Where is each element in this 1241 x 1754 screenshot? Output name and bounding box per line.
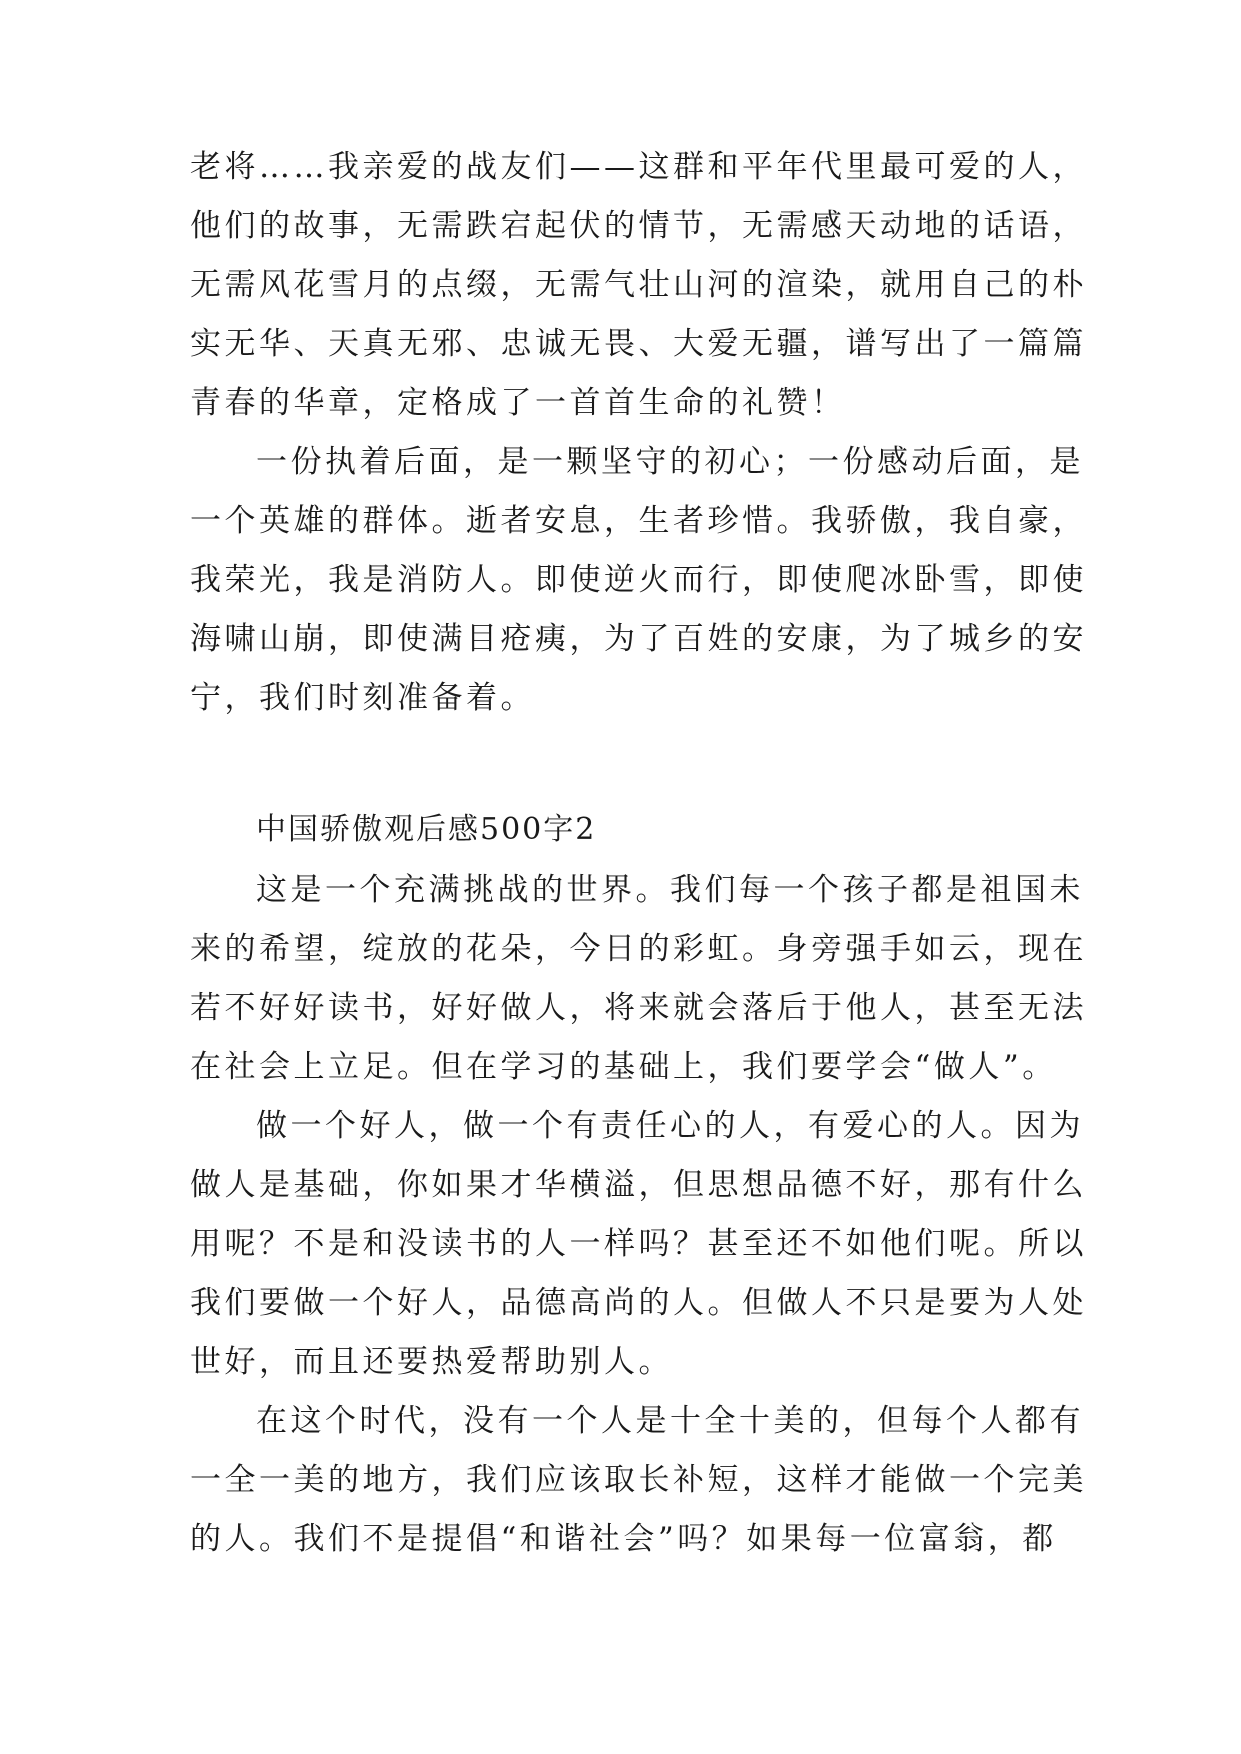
text-line: 用呢？不是和没读书的人一样吗？甚至还不如他们呢。所以 bbox=[190, 1226, 1087, 1262]
section-heading-block bbox=[190, 800, 1070, 859]
text-line: 一份执着后面，是一颗坚守的初心；一份感动后面，是 bbox=[256, 444, 1084, 480]
paragraph-1 bbox=[190, 138, 1087, 433]
text-line: 在社会上立足。但在学习的基础上，我们要学会“做人”。 bbox=[190, 1049, 1057, 1085]
text-line: 来的希望，绽放的花朵，今日的彩虹。身旁强手如云，现在 bbox=[190, 931, 1087, 967]
text-line: 做一个好人，做一个有责任心的人，有爱心的人。因为 bbox=[256, 1108, 1084, 1144]
text-line: 的人。我们不是提倡“和谐社会”吗？如果每一位富翁，都 bbox=[190, 1521, 1057, 1557]
text-line: 一个英雄的群体。逝者安息，生者珍惜。我骄傲，我自豪， bbox=[190, 503, 1087, 539]
text-line: 在这个时代，没有一个人是十全十美的，但每个人都有 bbox=[256, 1403, 1084, 1439]
text-line: 世好，而且还要热爱帮助别人。 bbox=[190, 1344, 673, 1380]
text-line: 无需风花雪月的点缀，无需气壮山河的渲染，就用自己的朴 bbox=[190, 267, 1087, 303]
paragraph-3 bbox=[190, 861, 1087, 1097]
text-line: 我们要做一个好人，品德高尚的人。但做人不只是要为人处 bbox=[190, 1285, 1087, 1321]
text-line: 实无华、天真无邪、忠诚无畏、大爱无疆，谱写出了一篇篇 bbox=[190, 326, 1087, 362]
text-line: 若不好好读书，好好做人，将来就会落后于他人，甚至无法 bbox=[190, 990, 1087, 1026]
text-line: 我荣光，我是消防人。即使逆火而行，即使爬冰卧雪，即使 bbox=[190, 562, 1087, 598]
text-line: 海啸山崩，即使满目疮痍，为了百姓的安康，为了城乡的安 bbox=[190, 621, 1087, 657]
text-line: 他们的故事，无需跌宕起伏的情节，无需感天动地的话语， bbox=[190, 208, 1087, 244]
text-line: 青春的华章，定格成了一首首生命的礼赞！ bbox=[190, 385, 846, 421]
text-line: 宁，我们时刻准备着。 bbox=[190, 680, 535, 716]
text-line: 做人是基础，你如果才华横溢，但思想品德不好，那有什么 bbox=[190, 1167, 1087, 1203]
paragraph-5 bbox=[190, 1392, 1087, 1569]
text-line: 一全一美的地方，我们应该取长补短，这样才能做一个完美 bbox=[190, 1462, 1087, 1498]
paragraph-2 bbox=[190, 433, 1087, 728]
paragraph-4 bbox=[190, 1097, 1087, 1392]
text-line: 这是一个充满挑战的世界。我们每一个孩子都是祖国未 bbox=[256, 872, 1084, 908]
section-heading: 中国骄傲观后感500字2 bbox=[256, 812, 597, 847]
text-line: 老将……我亲爱的战友们——这群和平年代里最可爱的人， bbox=[190, 149, 1087, 185]
